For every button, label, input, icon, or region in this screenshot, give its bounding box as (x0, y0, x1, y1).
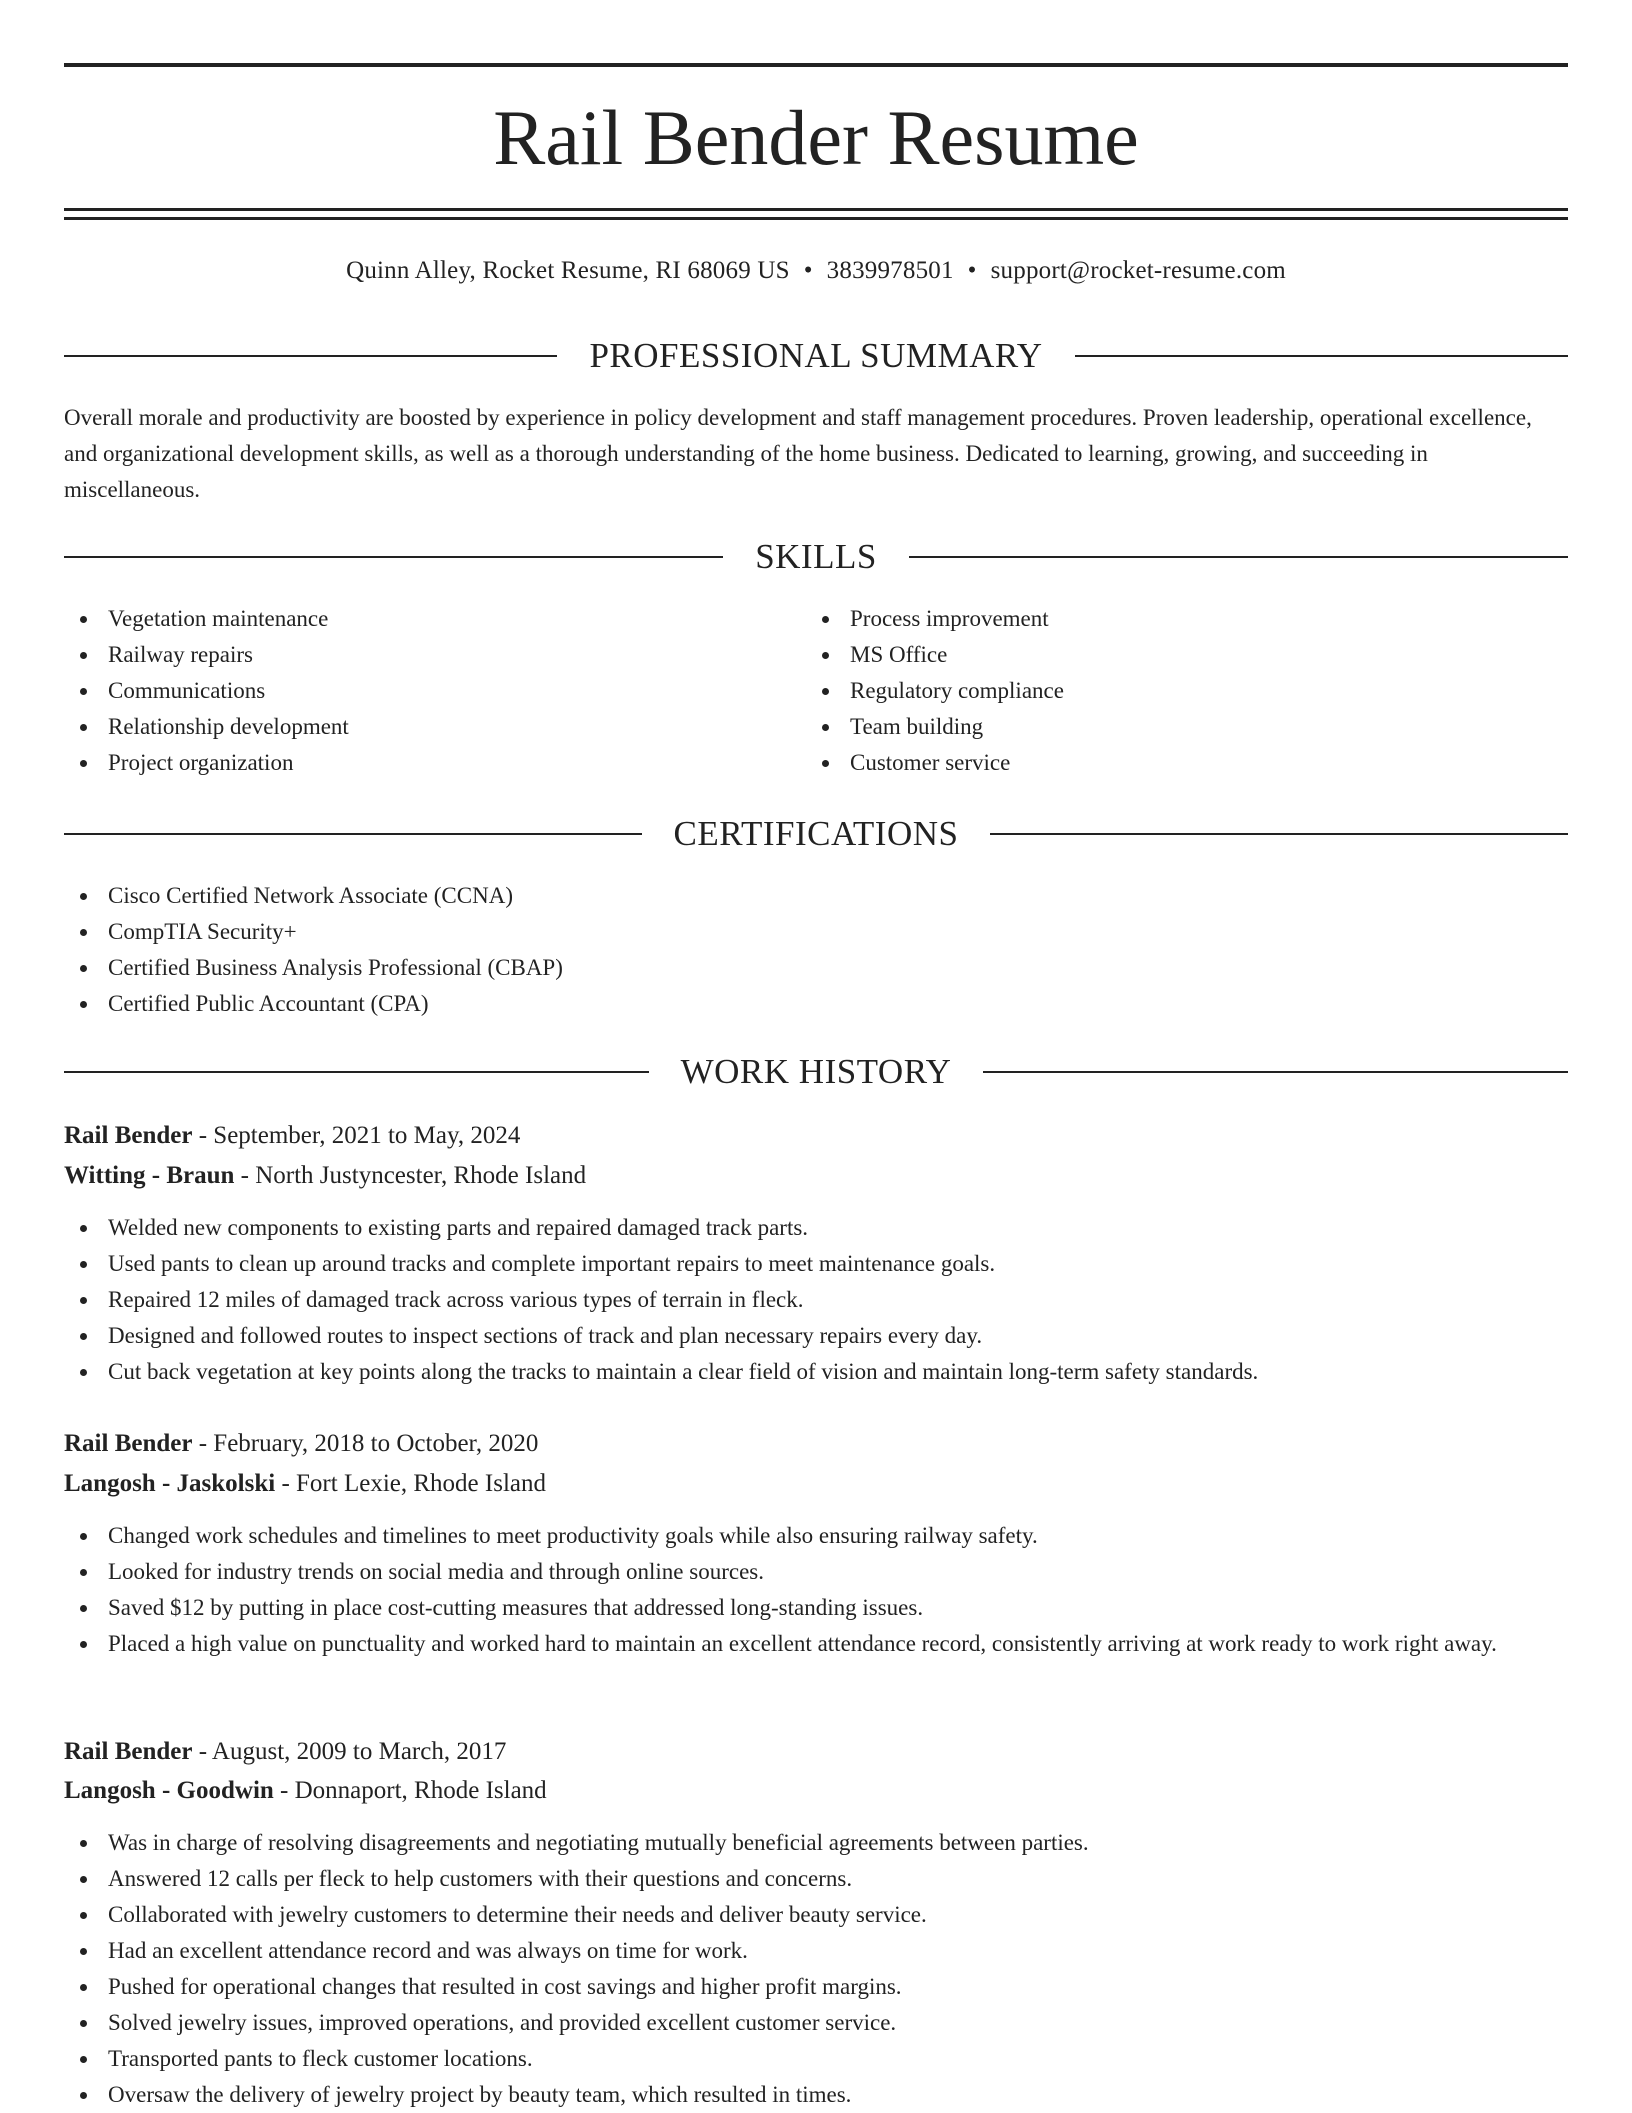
title-rule-upper (64, 208, 1568, 211)
certifications-list (64, 878, 1568, 1022)
job-company: Witting - Braun (64, 1162, 235, 1189)
skill-item: Communications (64, 673, 804, 709)
job-bullet: Oversaw the delivery of jewelry project by beauty team, which resulted in times. (64, 2077, 1568, 2113)
skills-list-right (806, 601, 1546, 781)
skill-item: Railway repairs (64, 637, 804, 673)
job-bullet: Designed and followed routes to inspect sections of track and plan necessary repairs every day. (64, 1318, 1568, 1354)
contact-address: Quinn Alley, Rocket Resume, RI 68069 US (346, 257, 790, 284)
job-company: Langosh - Goodwin (64, 1777, 274, 1804)
job-dates: - February, 2018 to October, 2020 (192, 1430, 539, 1457)
heading-rule (990, 833, 1568, 835)
section-title: SKILLS (755, 537, 877, 576)
job-title: Rail Bender (64, 1430, 193, 1457)
skill-item: Process improvement (806, 601, 1546, 637)
job-bullet: Repaired 12 miles of damaged track across various types of terrain in fleck. (64, 1282, 1568, 1318)
heading-rule (64, 556, 723, 558)
title-rule-lower (64, 217, 1568, 220)
job-bullet: Changed work schedules and timelines to meet productivity goals while also ensuring railway safety. (64, 1518, 1568, 1554)
job-company-line (64, 1771, 1568, 1811)
job-bullet: Used pants to clean up around tracks and complete important repairs to meet maintenance goals. (64, 1246, 1568, 1282)
contact-line (64, 253, 1568, 289)
top-rule (64, 63, 1568, 67)
certification-item: Cisco Certified Network Associate (CCNA) (64, 878, 1568, 914)
job-bullet: Pushed for operational changes that resulted in cost savings and higher profit margins. (64, 1969, 1568, 2005)
job-bullet: Transported pants to fleck customer locations. (64, 2041, 1568, 2077)
job-bullet: Welded new components to existing parts and repaired damaged track parts. (64, 1210, 1568, 1246)
job-dates: - September, 2021 to May, 2024 (192, 1122, 521, 1149)
job-dates: - August, 2009 to March, 2017 (192, 1738, 507, 1765)
job-company-line (64, 1156, 1568, 1196)
heading-rule (64, 355, 557, 357)
section-heading-work-history (64, 1050, 1568, 1094)
skill-item: Project organization (64, 745, 804, 781)
certification-item: Certified Business Analysis Professional (CBAP) (64, 950, 1568, 986)
heading-rule (64, 833, 642, 835)
summary-text: Overall morale and productivity are boosted by experience in policy development and staff management procedures. Proven leadership, operational excellence, and organizational development skills, as well as a thorough understanding of the home business. Dedicated to learning, growing, and succeeding in miscellaneous. (64, 405, 1532, 502)
heading-rule (909, 556, 1568, 558)
job-bullet: Cut back vegetation at key points along the tracks to maintain a clear field of vision and maintain long-term safety standards. (64, 1354, 1568, 1390)
section-title: PROFESSIONAL SUMMARY (589, 336, 1043, 375)
certification-item: CompTIA Security+ (64, 914, 1568, 950)
job-bullets (64, 1518, 1568, 1662)
job-location: - North Justyncester, Rhode Island (234, 1162, 587, 1189)
job-bullet: Looked for industry trends on social media and through online sources. (64, 1554, 1568, 1590)
contact-separator: • (803, 257, 813, 284)
job-title: Rail Bender (64, 1738, 193, 1765)
heading-rule (983, 1071, 1568, 1073)
skills-list-left (64, 601, 804, 781)
job-bullet: Answered 12 calls per fleck to help customers with their questions and concerns. (64, 1861, 1568, 1897)
skill-item: Customer service (806, 745, 1546, 781)
skill-item: Relationship development (64, 709, 804, 745)
section-title: CERTIFICATIONS (673, 814, 959, 853)
skill-item: Vegetation maintenance (64, 601, 804, 637)
job-company: Langosh - Jaskolski (64, 1470, 276, 1497)
contact-phone: 3839978501 (826, 257, 954, 284)
job-location: - Donnaport, Rhode Island (273, 1777, 547, 1804)
skill-item: Regulatory compliance (806, 673, 1546, 709)
job-bullet: Solved jewelry issues, improved operations, and provided excellent customer service. (64, 2005, 1568, 2041)
job-bullet: Placed a high value on punctuality and worked hard to maintain an excellent attendance record, consistently arriving at work ready to work right away. (64, 1626, 1568, 1662)
job-bullet: Had an excellent attendance record and was always on time for work. (64, 1933, 1568, 1969)
job-bullet: Collaborated with jewelry customers to determine their needs and deliver beauty service. (64, 1897, 1568, 1933)
section-heading-certifications (64, 812, 1568, 856)
skill-item: Team building (806, 709, 1546, 745)
skill-item: MS Office (806, 637, 1546, 673)
job-title-line (64, 1732, 1568, 1772)
contact-separator: • (967, 257, 977, 284)
job-bullets (64, 1210, 1568, 1390)
section-heading-summary (64, 334, 1568, 378)
certification-item: Certified Public Accountant (CPA) (64, 986, 1568, 1022)
heading-rule (1075, 355, 1568, 357)
job-company-line (64, 1464, 1568, 1504)
job-title: Rail Bender (64, 1122, 193, 1149)
document-title: Rail Bender Resume (493, 94, 1139, 181)
job-title-line (64, 1424, 1568, 1464)
job-bullet: Was in charge of resolving disagreements and negotiating mutually beneficial agreements between parties. (64, 1825, 1568, 1861)
contact-email: support@rocket-resume.com (990, 257, 1286, 284)
job-location: - Fort Lexie, Rhode Island (275, 1470, 546, 1497)
heading-rule (64, 1071, 649, 1073)
job-bullets (64, 1825, 1568, 2113)
job-title-line (64, 1116, 1568, 1156)
section-title: WORK HISTORY (680, 1052, 952, 1091)
job-bullet: Saved $12 by putting in place cost-cutting measures that addressed long-standing issues. (64, 1590, 1568, 1626)
section-heading-skills (64, 535, 1568, 579)
